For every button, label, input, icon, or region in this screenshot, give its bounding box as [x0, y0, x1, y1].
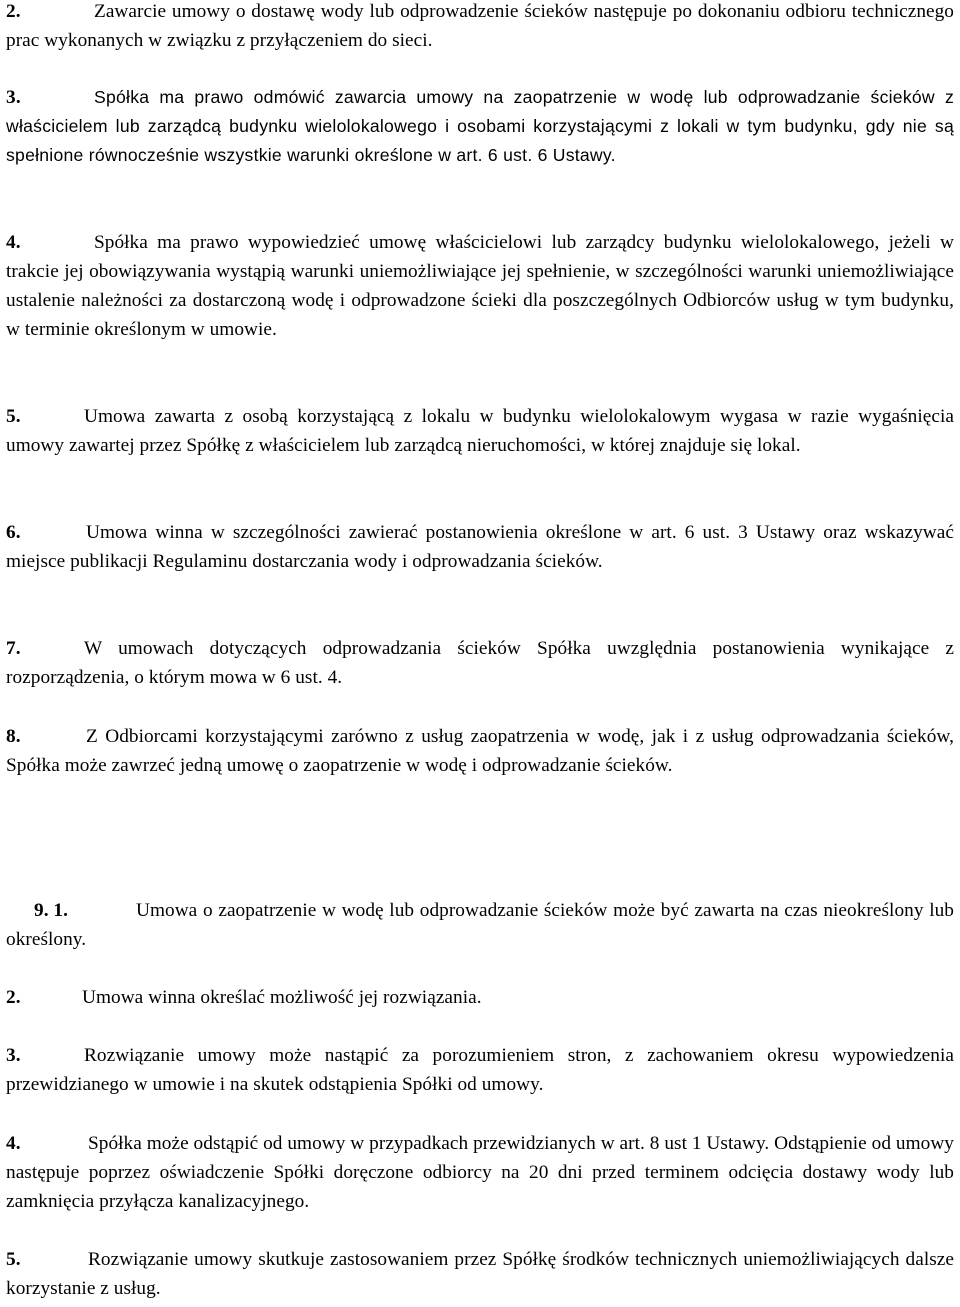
- paragraph-number: 5.: [6, 406, 21, 427]
- paragraph-8: [6, 722, 954, 780]
- paragraph-number: 7.: [6, 638, 21, 659]
- paragraph-text: Zawarcie umowy o dostawę wody lub odprowadzenie ścieków następuje po dokonaniu odbioru technicznego prac wykonanych w związku z przyłączeniem do sieci.: [6, 1, 954, 51]
- paragraph-text: Umowa winna w szczególności zawierać postanowienia określone w art. 6 ust. 3 Ustawy oraz wskazywać miejsce publikacji Regulaminu dostarczania wody i odprowadzania ścieków.: [6, 522, 954, 572]
- section-9-paragraph-1: [6, 896, 954, 954]
- paragraph-text: Z Odbiorcami korzystającymi zarówno z usług zaopatrzenia w wodę, jak i z usług odprowadzania ścieków, Spółka może zawrzeć jedną umowę o zaopatrzenie w wodę i odprowadzanie ścieków.: [6, 726, 954, 776]
- paragraph-text: Umowa zawarta z osobą korzystającą z lokalu w budynku wielolokalowym wygasa w razie wygaśnięcia umowy zawartej przez Spółkę z właścicielem lub zarządcą nieruchomości, w której znajduje się lokal.: [6, 406, 954, 456]
- paragraph-number: 8.: [6, 726, 21, 747]
- paragraph-number: 4.: [6, 232, 21, 253]
- section-9-paragraph-3: [6, 1041, 954, 1099]
- paragraph-text: Spółka może odstąpić od umowy w przypadkach przewidzianych w art. 8 ust 1 Ustawy. Odstąpienie od umowy następuje poprzez oświadczenie Spółki doręczone odbiorcy na 20 dni przed terminem odcięcia dostawy wody lub zamknięcia przyłącza kanalizacyjnego.: [6, 1133, 954, 1212]
- paragraph-text: Spółka ma prawo wypowiedzieć umowę właścicielowi lub zarządcy budynku wielolokalowego, jeżeli w trakcie jej obowiązywania wystąpią warunki uniemożliwiające jej spełnienie, w szczególności warunki uniemożliwiające ustalenie należności za dostarczoną wodę i odprowadzone ścieki dla poszczególnych Odbiorców usług w tym budynku, w terminie określonym w umowie.: [6, 232, 954, 340]
- paragraph-text: Spółka ma prawo odmówić zawarcia umowy na zaopatrzenie w wodę lub odprowadzanie ścieków z właścicielem lub zarządcą budynku wielolokalowego i osobami korzystającymi z lokali w tym budynku, gdy nie są spełnione równocześnie wszystkie warunki określone w art. 6 ust. 6 Ustawy.: [6, 87, 954, 165]
- paragraph-3: [6, 83, 954, 170]
- paragraph-number: 2.: [6, 1, 21, 22]
- paragraph-number: 4.: [6, 1133, 21, 1154]
- paragraph-text: Rozwiązanie umowy skutkuje zastosowaniem przez Spółkę środków technicznych uniemożliwiających dalsze korzystanie z usług.: [6, 1249, 954, 1299]
- paragraph-number: 3.: [6, 1045, 21, 1066]
- section-9-paragraph-2: [6, 983, 954, 1012]
- paragraph-number: 6.: [6, 522, 21, 543]
- section-9-paragraph-5: [6, 1245, 954, 1303]
- paragraph-text: W umowach dotyczących odprowadzania ścieków Spółka uwzględnia postanowienia wynikające z rozporządzenia, o którym mowa w 6 ust. 4.: [6, 638, 954, 688]
- paragraph-number: 2.: [6, 987, 21, 1008]
- paragraph-number: 9. 1.: [34, 900, 68, 921]
- paragraph-5: [6, 402, 954, 460]
- paragraph-text: Umowa winna określać możliwość jej rozwiązania.: [82, 987, 482, 1008]
- paragraph-text: Rozwiązanie umowy może nastąpić za porozumieniem stron, z zachowaniem okresu wypowiedzenia przewidzianego w umowie i na skutek odstąpienia Spółki od umowy.: [6, 1045, 954, 1095]
- paragraph-7: [6, 634, 954, 692]
- paragraph-number: 5.: [6, 1249, 21, 1270]
- paragraph-6: [6, 518, 954, 576]
- paragraph-4: [6, 228, 954, 344]
- section-9-paragraph-4: [6, 1129, 954, 1216]
- paragraph-2: [6, 0, 954, 55]
- paragraph-text: Umowa o zaopatrzenie w wodę lub odprowadzanie ścieków może być zawarta na czas nieokreślony lub określony.: [6, 900, 954, 950]
- paragraph-number: 3.: [6, 87, 21, 108]
